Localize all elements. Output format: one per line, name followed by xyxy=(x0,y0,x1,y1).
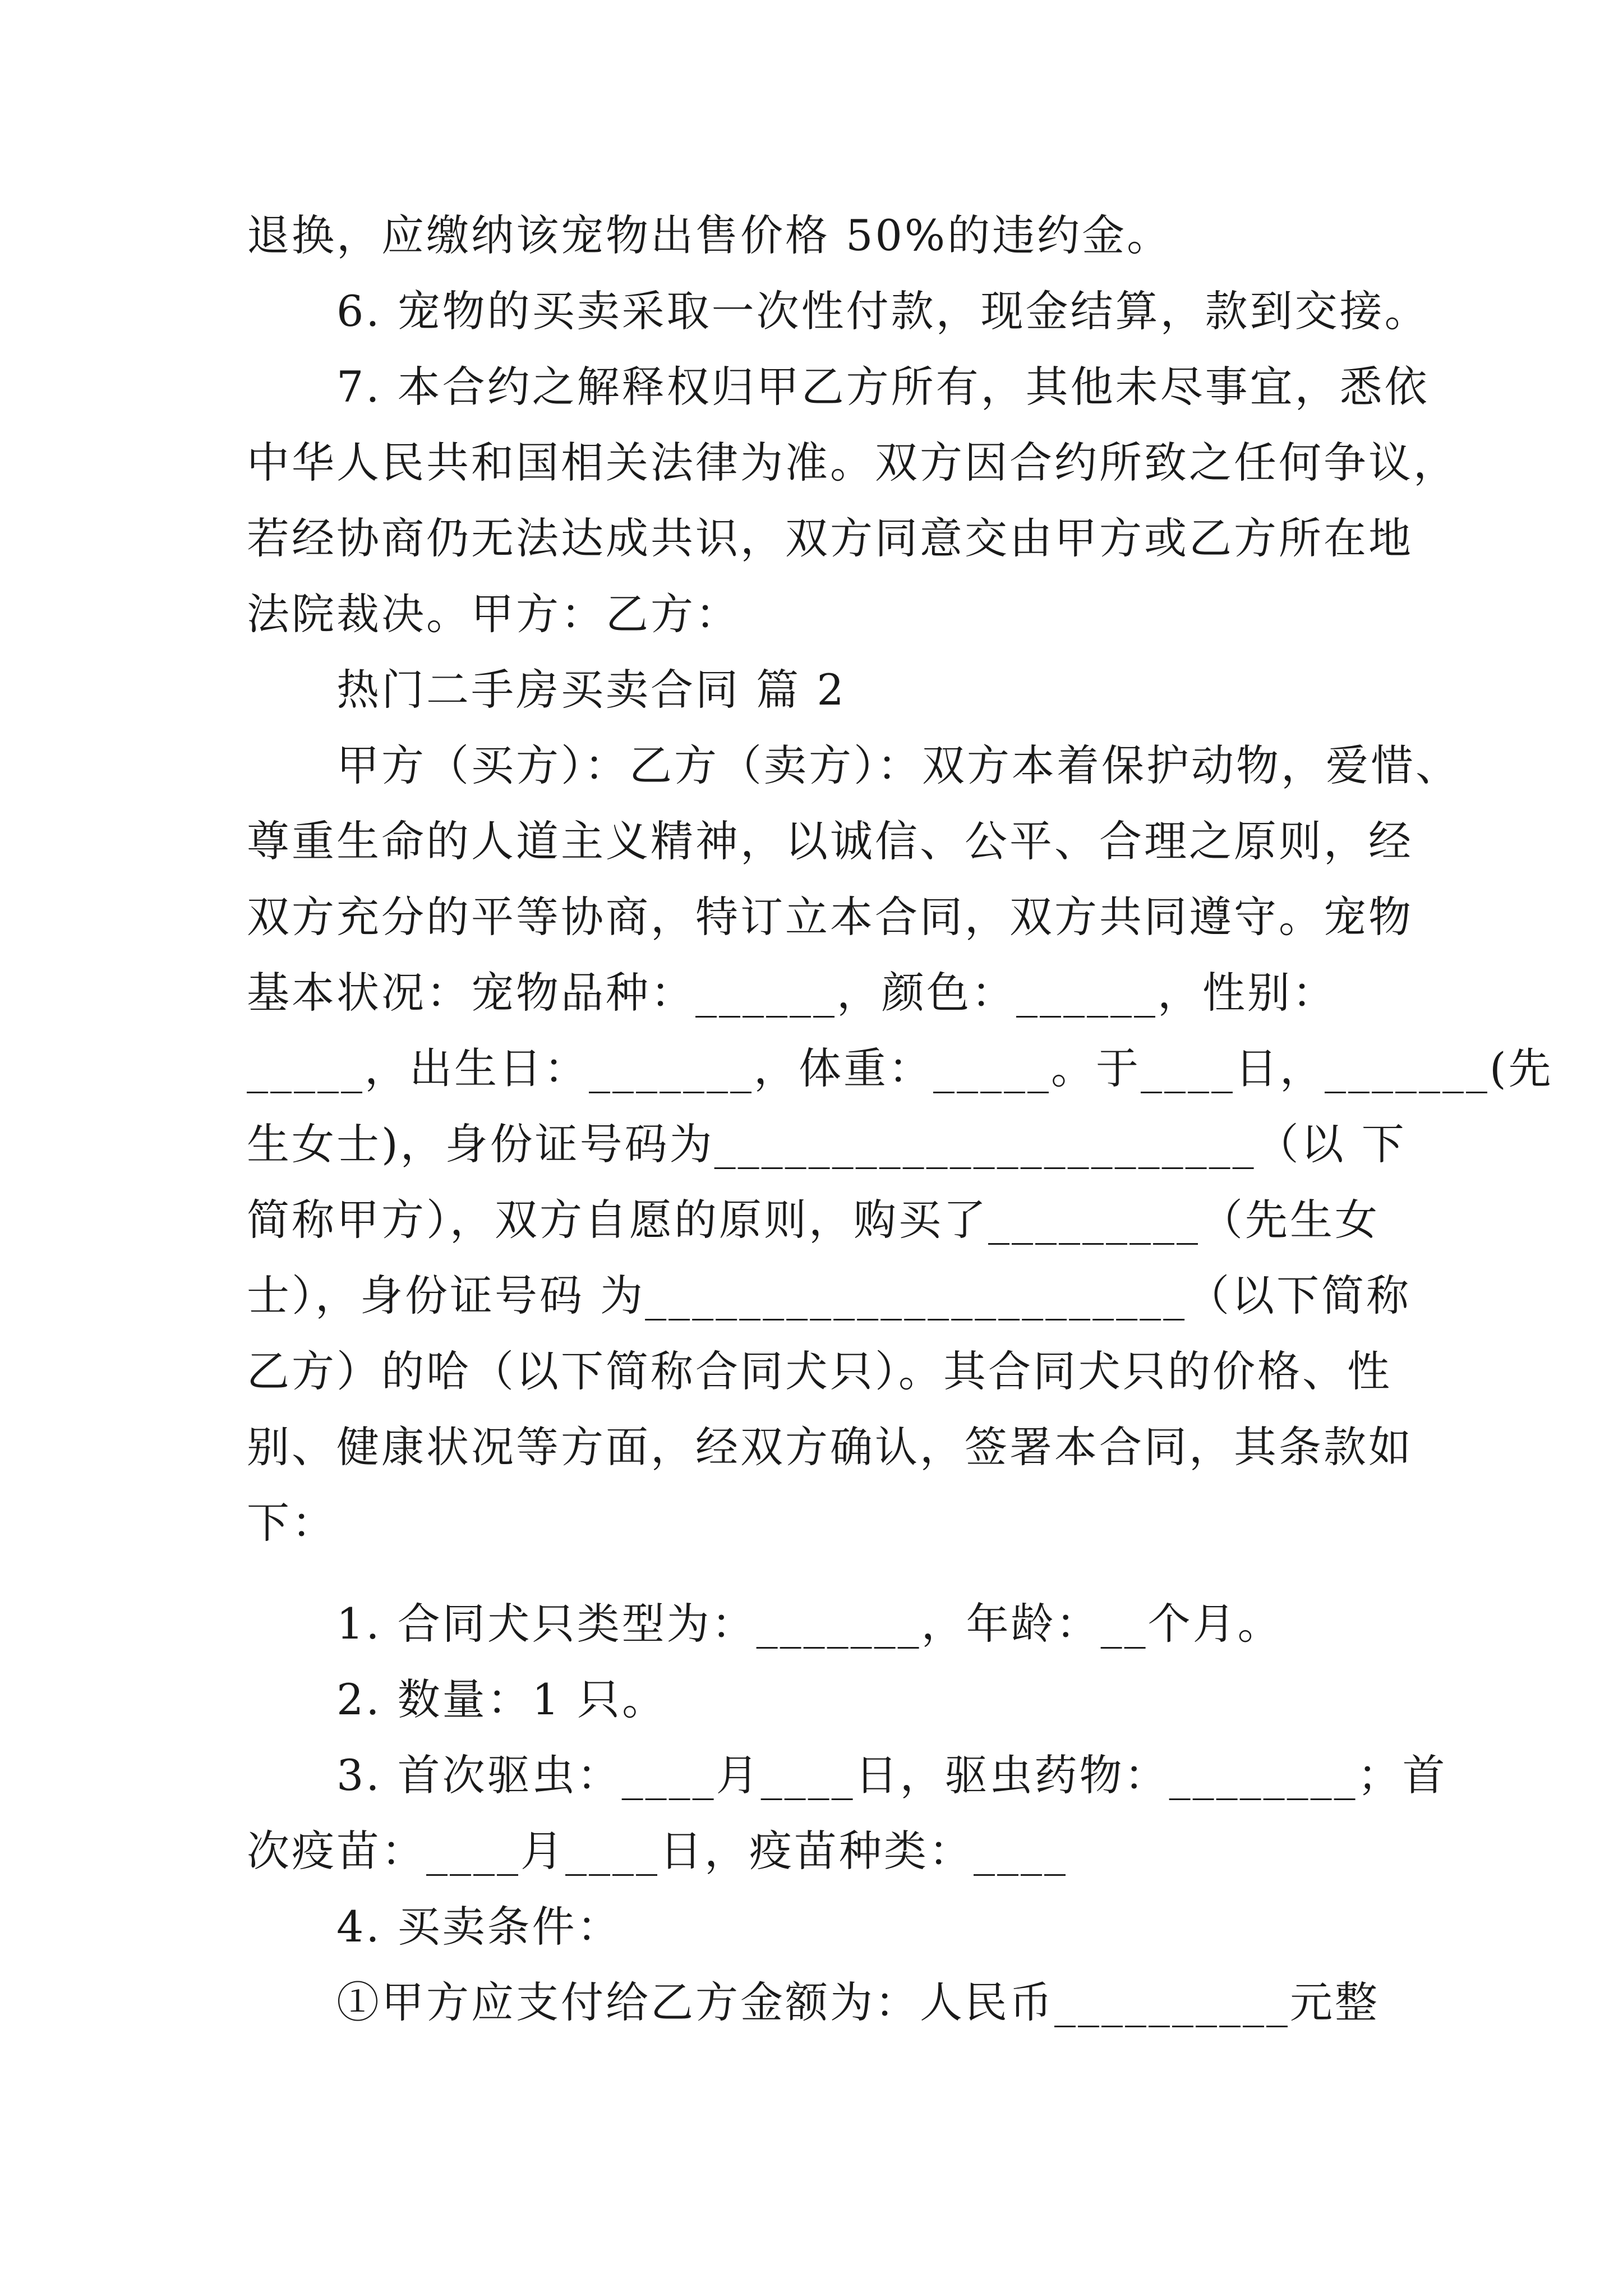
text-line: 中华人民共和国相关法律为准。双方因合约所致之任何争议， xyxy=(247,438,1458,487)
text-line: 次疫苗：____月____日，疫苗种类：____ xyxy=(247,1826,1068,1876)
text-line: 基本状况：宠物品种：______，颜色：______，性别： xyxy=(247,968,1337,1018)
list-item: 3. 首次驱虫：____月____日，驱虫药物：________；首 xyxy=(336,1750,1447,1800)
text-line: 7. 本合约之解释权归甲乙方所有，其他未尽事宜，悉依 xyxy=(336,362,1430,412)
text-line: 6. 宠物的买卖采取一次性付款，现金结算，款到交接。 xyxy=(336,286,1430,336)
list-item: 1. 合同犬只类型为：_______，年龄：__个月。 xyxy=(336,1599,1283,1649)
text-line: 乙方）的哈（以下简称合同犬只）。其合同犬只的价格、性 xyxy=(247,1346,1392,1396)
text-line: 简称甲方），双方自愿的原则，购买了_________（先生女 xyxy=(247,1195,1380,1245)
text-line: 生女士)，身份证号码为_______________________（以 下 xyxy=(247,1119,1407,1169)
text-line: 尊重生命的人道主义精神，以诚信、公平、合理之原则，经 xyxy=(247,816,1413,866)
list-item: 4. 买卖条件： xyxy=(336,1902,622,1952)
text-line: 退换，应缴纳该宠物出售价格 50%的违约金。 xyxy=(247,210,1172,260)
list-item: 2. 数量：1 只。 xyxy=(336,1674,667,1724)
text-line: 双方充分的平等协商，特订立本合同，双方共同遵守。宠物 xyxy=(247,892,1413,942)
text-line: 下： xyxy=(247,1498,336,1548)
text-line: 法院裁决。甲方：乙方： xyxy=(247,589,740,639)
text-line: 若经协商仍无法达成共识，双方同意交由甲方或乙方所在地 xyxy=(247,513,1413,563)
text-line: 甲方（买方）：乙方（卖方）：双方本着保护动物，爱惜、 xyxy=(336,740,1460,790)
section-heading: 热门二手房买卖合同 篇 2 xyxy=(336,665,846,715)
text-line: 士），身份证号码 为_______________________（以下简称 xyxy=(247,1271,1412,1320)
list-item: ①甲方应支付给乙方金额为：人民币__________元整 xyxy=(336,1977,1380,2027)
text-line: 别、健康状况等方面，经双方确认，签署本合同，其条款如 xyxy=(247,1422,1413,1472)
text-line: _____，出生日：_______，体重：_____。于____日，_______(先 xyxy=(247,1043,1553,1093)
